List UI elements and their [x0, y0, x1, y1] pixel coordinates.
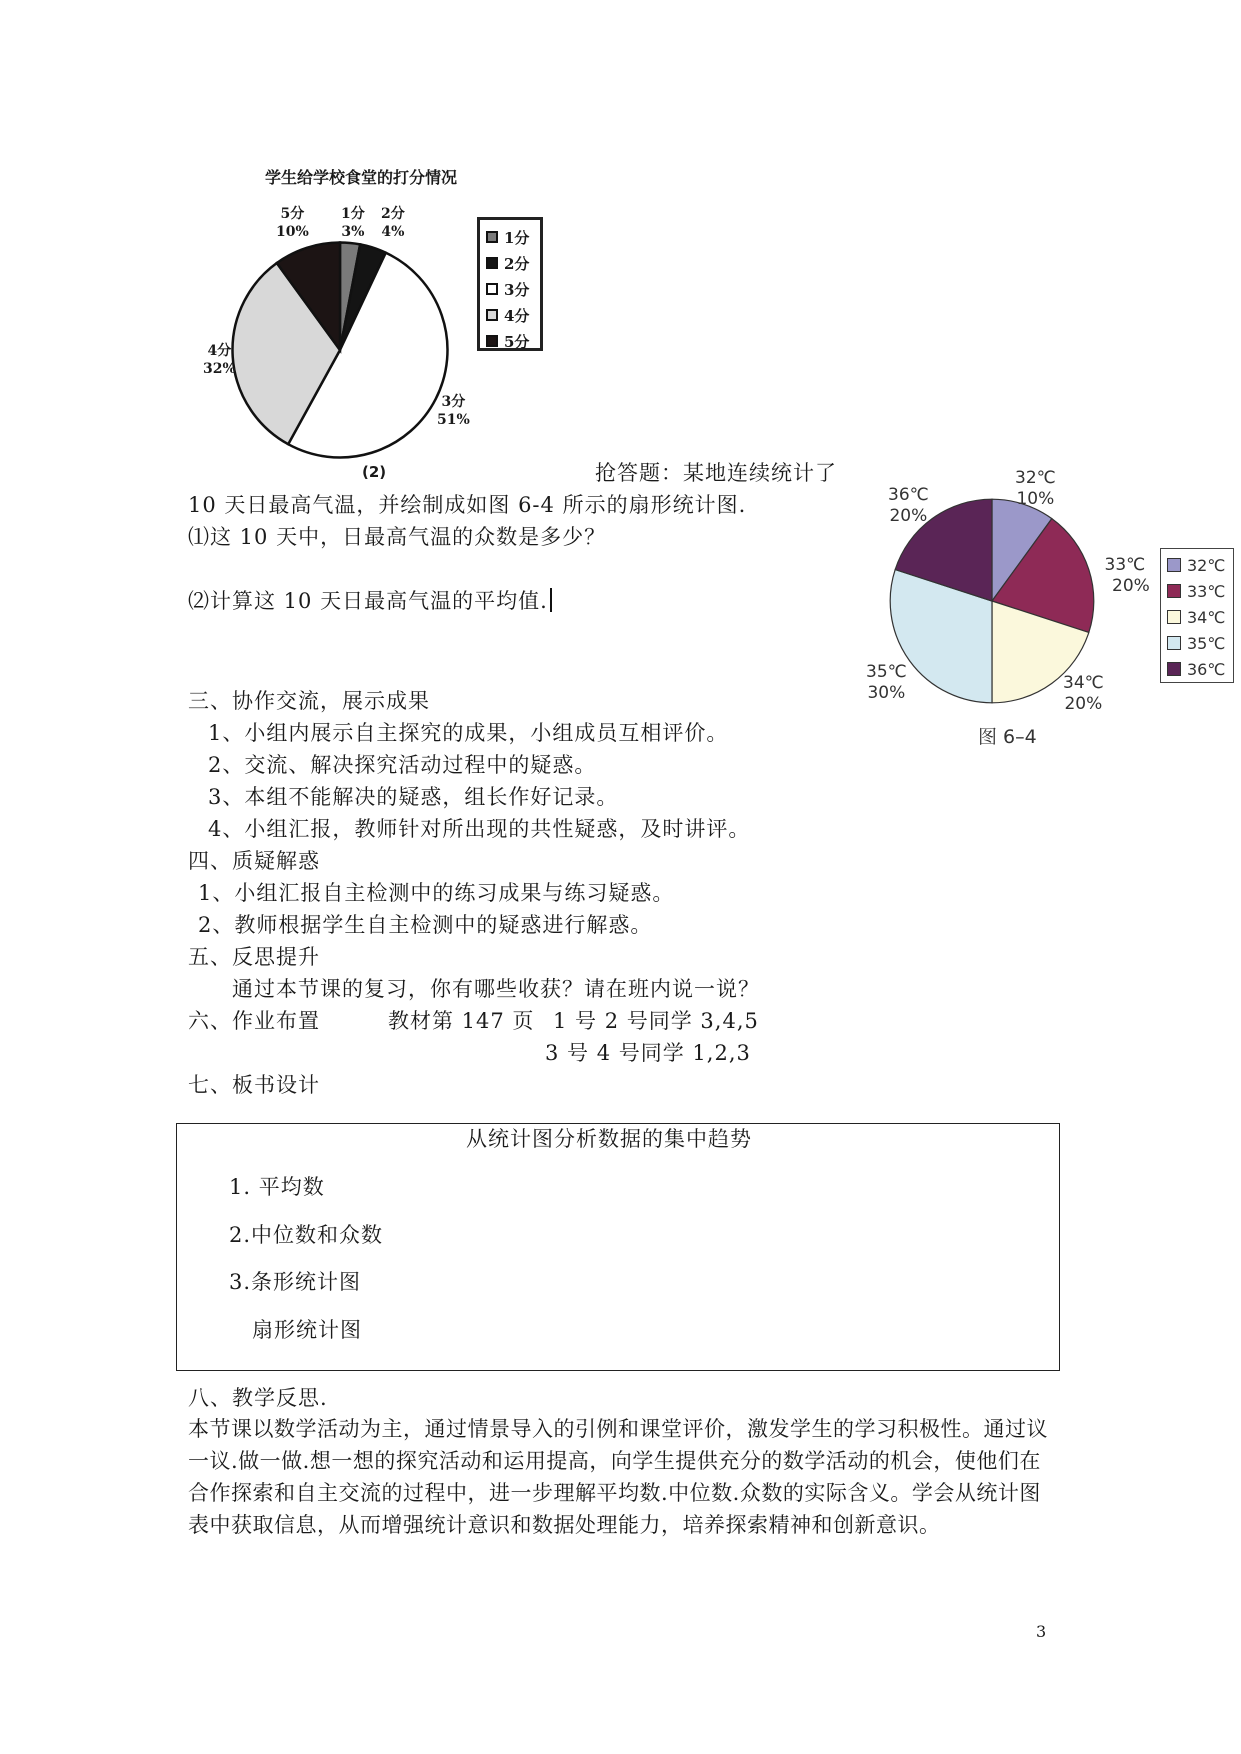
chart1-legend-item — [486, 302, 540, 328]
chart2-label-33 — [1100, 555, 1150, 597]
chart2-label-32-name: 32℃ — [1015, 468, 1056, 488]
section5-text: 通过本节课的复习，你有哪些收获？请在班内说一说？ — [232, 977, 760, 1001]
board-item: 1. 平均数 — [229, 1175, 325, 1199]
section3-item: 3、本组不能解决的疑惑，组长作好记录。 — [208, 785, 619, 809]
chart1-label-2 — [381, 205, 405, 241]
chart1-label-5 — [276, 205, 309, 241]
legend-label: 2分 — [504, 254, 530, 273]
legend-label: 3分 — [504, 280, 530, 299]
chart1-label-3 — [437, 393, 470, 429]
legend-label: 34℃ — [1187, 607, 1226, 627]
section4-item: 2、教师根据学生自主检测中的疑惑进行解惑。 — [198, 913, 653, 937]
chart1-label-4 — [203, 342, 236, 378]
chart2-legend-item — [1167, 656, 1233, 682]
chart2-legend-item — [1167, 604, 1233, 630]
question-q1: ⑴这 10 天中，日最高气温的众数是多少？ — [188, 525, 607, 549]
legend-swatch — [486, 257, 498, 269]
section6-line1: 1 号 2 号同学 3,4,5 — [553, 1009, 759, 1033]
chart1-label-1-pct: 3% — [341, 224, 365, 240]
chart2-label-33-pct: 20% — [1112, 576, 1150, 596]
chart2-label-36-name: 36℃ — [888, 485, 929, 505]
chart1-caption: (2) — [362, 463, 387, 481]
legend-label: 36℃ — [1187, 659, 1226, 679]
chart1-label-4-pct: 32% — [203, 361, 236, 377]
legend-label: 5分 — [504, 332, 530, 351]
chart2-caption: 图 6–4 — [978, 726, 1037, 748]
board-item: 3.条形统计图 — [229, 1270, 362, 1294]
chart1-label-3-pct: 51% — [437, 412, 470, 428]
chart2-legend-item — [1167, 552, 1233, 578]
section5-title: 五、反思提升 — [188, 945, 320, 969]
chart1-legend-item — [486, 250, 540, 276]
legend-label: 32℃ — [1187, 555, 1226, 575]
section3-item: 2、交流、解决探究活动过程中的疑惑。 — [208, 753, 597, 777]
board-item: 2.中位数和众数 — [229, 1223, 384, 1247]
chart1-label-1-name: 1分 — [341, 206, 365, 222]
board-item: 扇形统计图 — [252, 1318, 362, 1342]
legend-swatch — [486, 231, 498, 243]
chart2-legend-item — [1167, 630, 1233, 656]
chart1-label-2-pct: 4% — [381, 224, 405, 240]
blackboard-design-box — [176, 1123, 1060, 1371]
section8-line: 本节课以数学活动为主，通过情景导入的引例和课堂评价，激发学生的学习积极性。通过议 — [188, 1417, 1048, 1441]
chart1-label-1 — [341, 205, 365, 241]
section3-item: 4、小组汇报，教师针对所出现的共性疑惑，及时讲评。 — [208, 817, 751, 841]
section7-title: 七、板书设计 — [188, 1073, 320, 1097]
section6-line2: 3 号 4 号同学 1,2,3 — [545, 1041, 751, 1065]
section3-title: 三、协作交流，展示成果 — [188, 689, 430, 713]
legend-swatch — [486, 309, 498, 321]
chart2-label-34-pct: 20% — [1064, 694, 1103, 714]
text-cursor — [550, 588, 552, 612]
legend-swatch — [1167, 662, 1181, 676]
legend-swatch — [486, 283, 498, 295]
chart2-label-36 — [888, 485, 929, 527]
chart2-label-35-pct: 30% — [867, 683, 906, 703]
chart2-label-35-name: 35℃ — [866, 662, 907, 682]
section6-book: 教材第 147 页 — [388, 1009, 535, 1033]
section6-title: 六、作业布置 — [188, 1009, 320, 1033]
chart1-label-5-name: 5分 — [280, 206, 305, 222]
legend-label: 33℃ — [1187, 581, 1226, 601]
chart1-label-3-name: 3分 — [441, 394, 466, 410]
question-q2 — [188, 586, 552, 616]
chart2-label-35 — [866, 662, 907, 704]
question-lead: 抢答题：某地连续统计了 — [595, 461, 837, 485]
chart2-label-33-name: 33℃ — [1104, 555, 1146, 575]
chart1-label-4-name: 4分 — [207, 343, 232, 359]
chart1-legend-item — [486, 328, 540, 354]
chart1-label-5-pct: 10% — [276, 224, 309, 240]
question-q2-text: ⑵计算这 10 天日最高气温的平均值. — [188, 589, 548, 613]
section8-body — [188, 1413, 1058, 1541]
chart2-label-34-name: 34℃ — [1063, 673, 1104, 693]
legend-swatch — [486, 335, 498, 347]
chart2-label-32-pct: 10% — [1016, 489, 1055, 509]
chart2-legend — [1160, 548, 1234, 683]
chart1-legend — [477, 217, 543, 351]
chart1-title: 学生给学校食堂的打分情况 — [265, 168, 458, 187]
legend-swatch — [1167, 636, 1181, 650]
chart1-legend-item — [486, 276, 540, 302]
section4-title: 四、质疑解惑 — [188, 849, 320, 873]
chart2-label-34 — [1063, 673, 1104, 715]
section8-line: 一议.做一做.想一想的探究活动和运用提高，向学生提供充分的数学活动的机会，使他们在 — [188, 1449, 1041, 1473]
legend-swatch — [1167, 558, 1181, 572]
page-number: 3 — [1036, 1622, 1047, 1641]
board-title: 从统计图分析数据的集中趋势 — [466, 1127, 752, 1151]
section8-title: 八、教学反思. — [188, 1386, 328, 1410]
section8-line: 合作探索和自主交流的过程中，进一步理解平均数.中位数.众数的实际含义。学会从统计图 — [188, 1481, 1041, 1505]
legend-label: 35℃ — [1187, 633, 1226, 653]
question-line2: 10 天日最高气温，并绘制成如图 6-4 所示的扇形统计图. — [188, 493, 747, 517]
legend-swatch — [1167, 610, 1181, 624]
section4-item: 1、小组汇报自主检测中的练习成果与练习疑惑。 — [198, 881, 675, 905]
chart1-label-2-name: 2分 — [381, 206, 405, 222]
chart2-legend-item — [1167, 578, 1233, 604]
section8-line: 表中获取信息，从而增强统计意识和数据处理能力，培养探索精神和创新意识。 — [188, 1513, 941, 1537]
legend-label: 4分 — [504, 306, 530, 325]
legend-label: 1分 — [504, 228, 530, 247]
chart2-label-32 — [1015, 468, 1056, 510]
legend-swatch — [1167, 584, 1181, 598]
chart1-legend-item — [486, 224, 540, 250]
section3-item: 1、小组内展示自主探究的成果，小组成员互相评价。 — [208, 721, 729, 745]
chart2-label-36-pct: 20% — [889, 506, 928, 526]
chart1-pie — [230, 240, 450, 460]
